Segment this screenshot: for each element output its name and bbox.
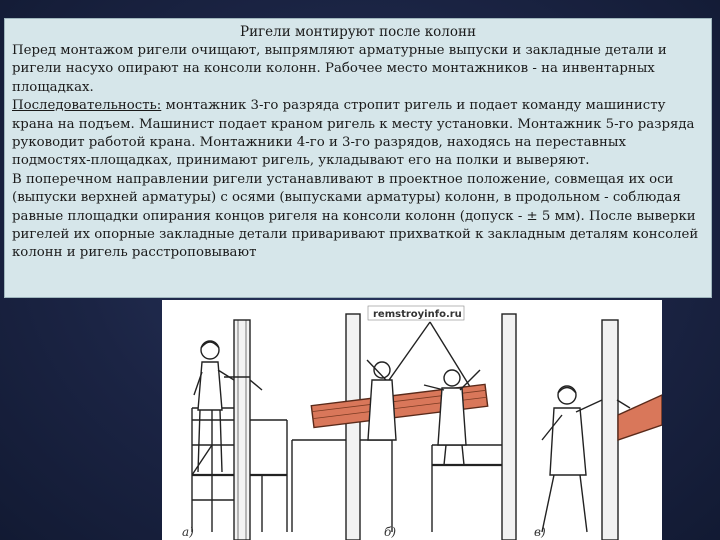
paragraph-sequence [12,97,704,171]
illustration-drawing [162,300,662,540]
watermark-text: remstroyinfo.ru [373,309,462,320]
paragraph-alignment: В поперечном направлении ригели устанавливают в проектное положение, совмещая их оси (выпуски верхней арматуры) с осями (выпусками арматуры) колонн, в продольном - соблюдая равные площадки опирания концов ригеля на консоли колонн (допуск - ± 5 мм). После выверки ригелей их опорные закладные детали приваривают прихваткой к закладным деталям консолей колонн и ригель расстроповывают [12,171,699,261]
scene-c [542,320,662,540]
figure-label-c: в) [534,525,546,539]
installation-illustration [162,300,662,540]
sequence-term: Последовательность: [12,98,162,114]
slide-title: Ригели монтируют после колонн [239,24,476,40]
sequence-text: монтажник 3-го разряда стропит ригель и подает команду машинисту крана на подъем. Машинист подает краном ригель к месту установки. Монтажник 5-го разряда руководит работой крана. Монтажники 4-го и 3-го разрядов, находясь на переставных подмостях-площадках, принимают ригель, укладывают его на полки и выверяют. [12,98,695,169]
scene-a [192,320,287,540]
scene-b [292,314,516,540]
text-panel [4,18,712,298]
figure-label-a: а) [182,525,194,539]
figure-label-b: б) [384,525,397,539]
paragraph-preparation: Перед монтажом ригели очищают, выпрямляют арматурные выпуски и закладные детали и ригели насухо опирают на консоли колонн. Рабочее место монтажников - на инвентарных площадках. [12,43,667,95]
